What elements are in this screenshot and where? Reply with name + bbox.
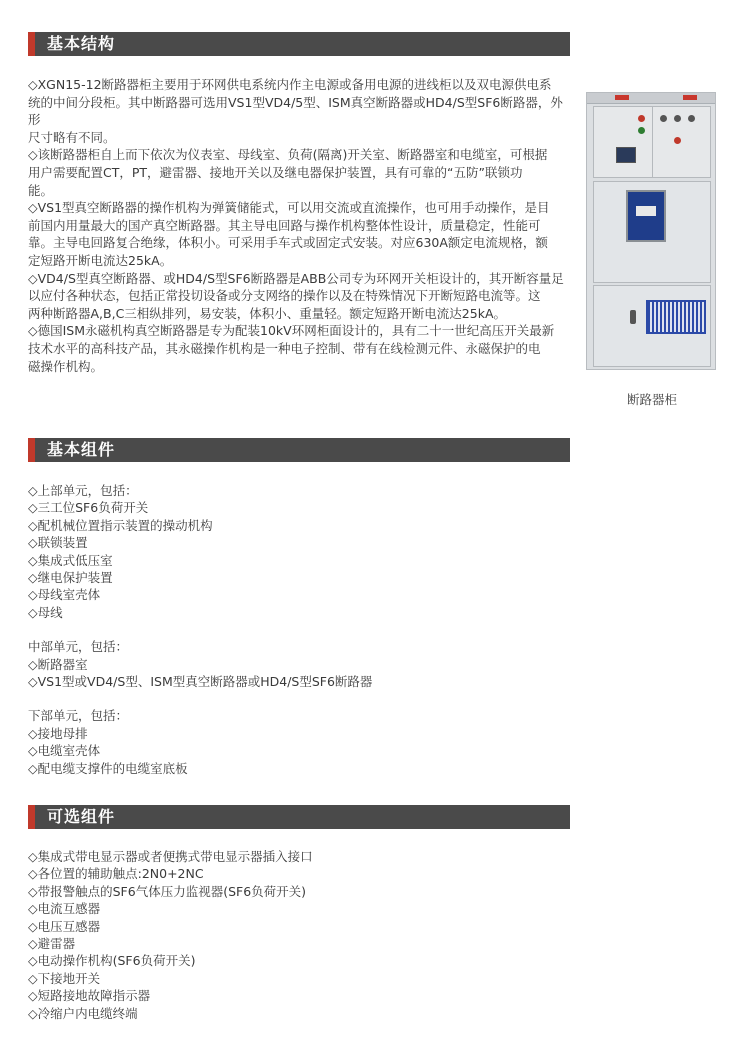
intro-line: 能。: [28, 182, 54, 198]
list-item: ◇集成式带电显示器或者便携式带电显示器插入接口: [28, 849, 313, 864]
list-item: ◇电流互感器: [28, 901, 101, 917]
indicator-light: [638, 127, 645, 134]
list-item: ◇母线: [28, 604, 63, 620]
switchgear-cabinet-image: [586, 92, 716, 370]
list-item: ◇接地母排: [28, 725, 88, 741]
list-item: ◇配机械位置指示装置的操动机构: [28, 517, 213, 533]
breaker-window: [626, 190, 666, 242]
list-item: ◇短路接地故障指示器: [28, 988, 151, 1004]
list-item: ◇联锁装置: [28, 535, 88, 551]
intro-line: ◇德国ISM永磁机构真空断路器是专为配装10kV环网柜面设计的，具有二十一世纪高压开关最新: [28, 323, 555, 339]
intro-line: 统的中间分段柜。其中断路器可选用VS1型VD4/5型、ISM真空断路器或HD4/S型SF6断路器，外形: [28, 94, 563, 128]
intro-line: 前国内用量最大的国产真空断路器。其主导电回路与操作机构整体性设计，质量稳定，性能可: [28, 217, 541, 233]
intro-line: 磁操作机构。: [28, 358, 104, 374]
list-item: ◇母线室壳体: [28, 587, 101, 603]
optional-list: [28, 848, 313, 1022]
intro-line: 定短路开断电流达25kA。: [28, 252, 173, 268]
switch-knob: [674, 115, 681, 122]
instrument-panel: [593, 106, 711, 178]
image-caption: 断路器柜: [626, 392, 677, 407]
intro-line: ◇该断路器柜自上而下依次为仪表室、母线室、负荷(隔离)开关室、断路器室和电缆室，可根据: [28, 147, 548, 163]
section-header-optional: [28, 805, 570, 829]
list-item: ◇下接地开关: [28, 970, 101, 986]
intro-line: 以应付各种状态，包括正常投切设备或分支网络的操作以及在特殊情况下开断短路电流等。这: [28, 288, 541, 304]
panel-divider: [652, 107, 653, 177]
list-item: ◇VS1型或VD4/S型、ISM型真空断路器或HD4/S型SF6断路器: [28, 674, 373, 690]
list-item: ◇冷缩户内电缆终端: [28, 1005, 138, 1021]
list-item: ◇电缆室壳体: [28, 743, 101, 759]
cable-panel: [593, 285, 711, 367]
list-heading: 下部单元，包括：: [28, 708, 129, 724]
list-item: ◇三工位SF6负荷开关: [28, 500, 149, 516]
intro-line: 技术水平的高科技产品，其永磁操作机构是一种电子控制、带有在线检测元件、永磁保护的电: [28, 340, 541, 356]
section-title-structure: 基本结构: [47, 34, 116, 53]
intro-line: 用户需要配置CT，PT，避雷器、接地开关以及继电器保护装置，具有可靠的“五防”联锁功: [28, 164, 523, 180]
list-item: ◇配电缆支撑件的电缆室底板: [28, 760, 188, 776]
section-header-components: [28, 438, 570, 462]
indicator-light: [674, 137, 681, 144]
intro-line: ◇VS1型真空断路器的操作机构为弹簧储能式，可以用交流或直流操作，也可用手动操作，是目: [28, 200, 550, 216]
intro-line: ◇XGN15-12断路器柜主要用于环网供电系统内作主电源或备用电源的进线柜以及双电源供电系: [28, 77, 552, 92]
list-item: ◇各位置的辅助触点:2N0+2NC: [28, 866, 204, 882]
cabinet-top: [587, 93, 715, 104]
door-handle: [630, 310, 636, 324]
list-item: ◇电压互感器: [28, 918, 101, 934]
indicator-light: [638, 115, 645, 122]
list-item: ◇断路器室: [28, 656, 88, 672]
vent-grille: [646, 300, 706, 334]
list-item: ◇集成式低压室: [28, 552, 113, 568]
cabinet-label: [615, 95, 629, 100]
list-heading: ◇上部单元，包括：: [28, 483, 138, 498]
list-item: ◇继电保护装置: [28, 570, 113, 586]
list-heading: 中部单元，包括：: [28, 639, 129, 655]
cabinet-label: [683, 95, 697, 100]
intro-line: ◇VD4/S型真空断路器、或HD4/S型SF6断路器是ABB公司专为环网开关柜设计的，其开断容量足: [28, 270, 564, 286]
display-screen: [616, 147, 636, 163]
list-item: ◇避雷器: [28, 936, 76, 952]
breaker-panel: [593, 181, 711, 283]
section-title-components: 基本组件: [47, 440, 116, 459]
list-item: ◇电动操作机构(SF6负荷开关): [28, 953, 196, 969]
intro-line: 两种断路器A,B,C三相纵排列，易安装，体积小、重量轻。额定短路开断电流达25kA。: [28, 305, 506, 321]
switch-knob: [660, 115, 667, 122]
intro-line: 靠。主导电回路复合绝缘，体积小。可采用手车式或固定式安装。对应630A额定电流规格，额: [28, 235, 548, 251]
switch-knob: [688, 115, 695, 122]
list-item: ◇带报警触点的SF6气体压力监视器(SF6负荷开关): [28, 883, 307, 899]
intro-text: [28, 76, 573, 375]
intro-line: 尺寸略有不同。: [28, 129, 116, 145]
section-title-optional: 可选组件: [47, 807, 116, 826]
components-list: [28, 482, 372, 777]
section-header-structure: [28, 32, 570, 56]
